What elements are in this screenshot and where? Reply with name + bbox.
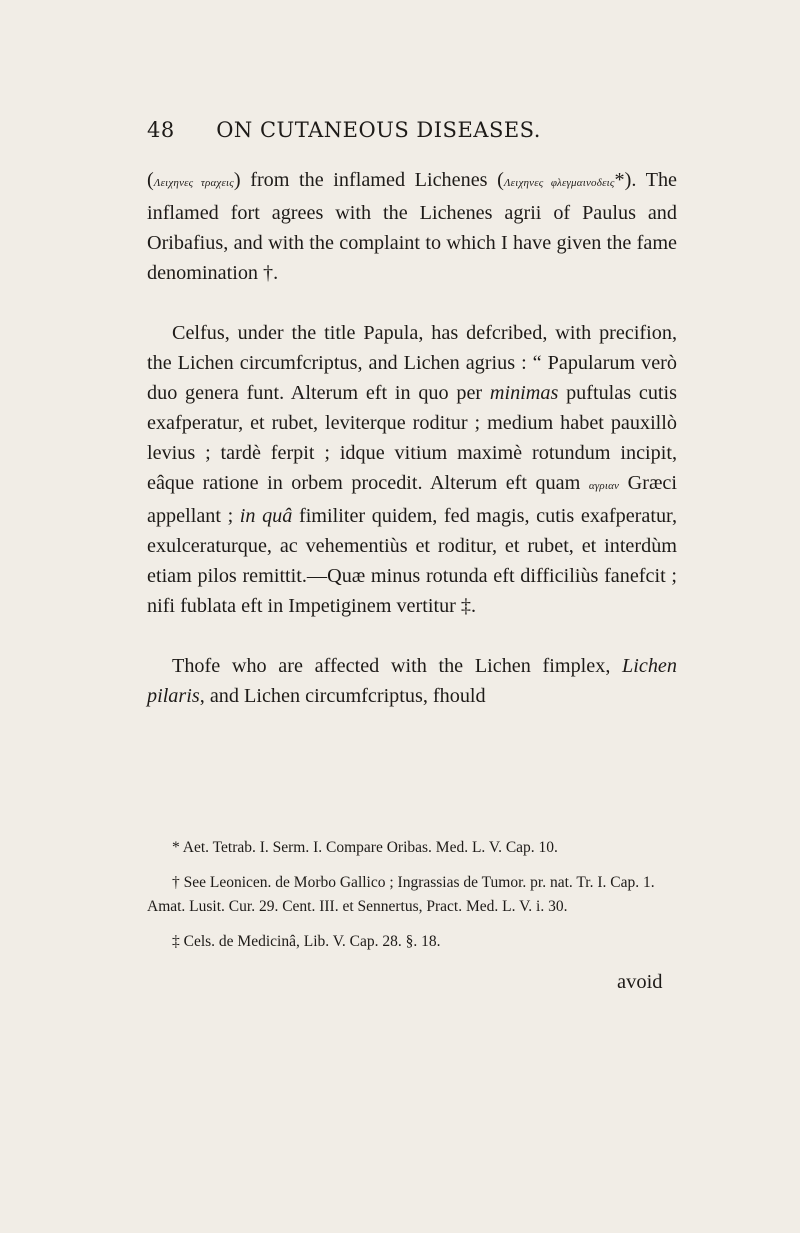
running-title: ON CUTANEOUS DISEASES.	[216, 118, 541, 142]
footnote: † See Leonicen. de Morbo Gallico ; Ingrassias de Tumor. pr. nat. Tr. I. Cap. 1. Amat. Lusit. Cur. 29. Cent. III. et Sennertus, Pract. Med. L. V. i. 30.	[147, 874, 655, 915]
page-header	[147, 118, 667, 142]
greek-text: αγριαν	[588, 480, 620, 492]
text-run: puftulas cutis exafperatur, et rubet, leviterque roditur ; medium habet pauxillò levius ; tardè ferpit ; idque vitium maximè rotundum incipit, eâque ratione in orbem procedit. Alterum eft quam	[147, 382, 677, 494]
footnote: ‡ Cels. de Medicinâ, Lib. V. Cap. 28. §. 18.	[172, 933, 441, 950]
text-run: fimiliter quidem, fed magis, cutis exafperatur, exulceraturque, ac vehementiùs et roditur, et rubet, et interdùm etiam pilos remittit.—Quæ minus rotunda eft difficiliùs fanefcit ; nifi fublata eft in Impetiginem vertitur ‡.	[147, 505, 677, 617]
greek-text: Λειχηνες τραχεις	[153, 177, 234, 189]
italic-text: in quâ	[239, 505, 293, 527]
text-run: (	[147, 169, 154, 191]
paragraph-1	[147, 165, 677, 288]
footnotes	[147, 836, 677, 965]
italic-text: minimas	[489, 382, 559, 404]
italic-text: Lichen pilaris	[147, 655, 677, 707]
text-run: , and Lichen circumfcriptus, fhould	[199, 685, 486, 707]
catchword: avoid	[617, 971, 663, 993]
paragraph-2	[147, 318, 677, 621]
text-run: Græci appellant ;	[147, 472, 677, 527]
text-run: Thofe who are affected with the Lichen fimplex,	[172, 655, 623, 677]
footnote: * Aet. Tetrab. I. Serm. I. Compare Oribas. Med. L. V. Cap. 10.	[172, 839, 558, 856]
page-number: 48	[147, 118, 175, 142]
text-run: Celfus, under the title Papula, has defcribed, with precifion, the Lichen circumfcriptus, and Lichen agrius : “ Papularum verò duo genera funt. Alterum eft in quo per	[147, 322, 677, 404]
text-run: *). The inflamed fort agrees with the Lichenes agrii of Paulus and Oribafius, and with the complaint to which I have given the fame denomination †.	[147, 169, 678, 284]
main-text	[147, 165, 677, 711]
text-run: ) from the inflamed Lichenes (	[233, 169, 504, 191]
greek-text: Λειχηνες φλεγμαινοδεις	[503, 177, 615, 189]
paragraph-3	[147, 651, 677, 711]
